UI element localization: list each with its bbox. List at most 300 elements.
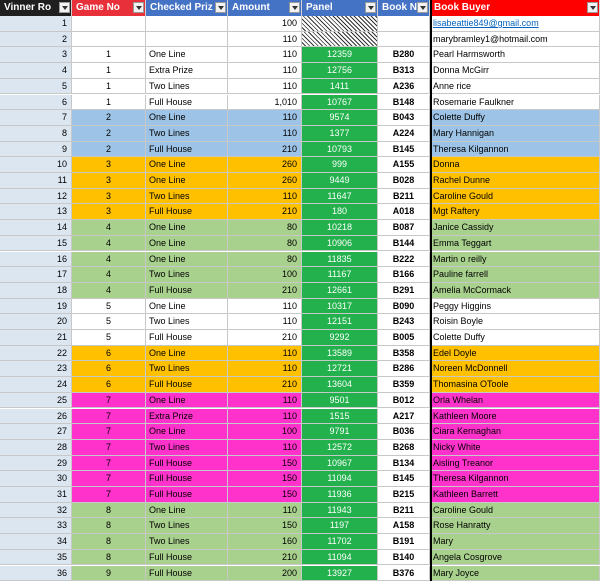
column-header-0[interactable]: [0, 0, 72, 16]
amount-cell[interactable]: 110: [228, 361, 302, 377]
amount-cell[interactable]: 100: [228, 16, 302, 32]
amount-cell[interactable]: 80: [228, 252, 302, 268]
game-number-cell[interactable]: 5: [72, 330, 146, 346]
panel-cell[interactable]: 11094: [302, 471, 378, 487]
game-number-cell[interactable]: 7: [72, 456, 146, 472]
column-header-label: Game No: [76, 2, 120, 13]
column-header-4[interactable]: [302, 0, 378, 16]
prize-cell[interactable]: Full House: [146, 204, 228, 220]
book-number-cell[interactable]: B028: [378, 173, 430, 189]
row-number-cell[interactable]: 7: [0, 110, 72, 126]
amount-cell[interactable]: 110: [228, 126, 302, 142]
panel-cell[interactable]: 11943: [302, 503, 378, 519]
prize-cell[interactable]: One Line: [146, 299, 228, 315]
panel-cell[interactable]: 11647: [302, 189, 378, 205]
table-row: [0, 63, 600, 79]
table-row: [0, 487, 600, 503]
prize-cell[interactable]: Full House: [146, 330, 228, 346]
prize-cell[interactable]: Full House: [146, 95, 228, 111]
book-number-cell[interactable]: B376: [378, 566, 430, 581]
table-row: [0, 32, 600, 48]
row-number-cell[interactable]: 28: [0, 440, 72, 456]
prize-cell[interactable]: Two Lines: [146, 361, 228, 377]
book-buyer-cell[interactable]: Mgt Raftery: [430, 204, 600, 220]
panel-cell[interactable]: 10317: [302, 299, 378, 315]
column-header-5[interactable]: [378, 0, 430, 16]
row-number-cell[interactable]: 30: [0, 471, 72, 487]
row-number-cell[interactable]: 6: [0, 95, 72, 111]
book-buyer-cell[interactable]: Orla Whelan: [430, 393, 600, 409]
prize-cell[interactable]: Full House: [146, 283, 228, 299]
game-number-cell[interactable]: 7: [72, 424, 146, 440]
panel-cell[interactable]: 1197: [302, 518, 378, 534]
game-number-cell[interactable]: 1: [72, 63, 146, 79]
game-number-cell[interactable]: 5: [72, 299, 146, 315]
amount-cell[interactable]: 1,010: [228, 95, 302, 111]
row-number-cell[interactable]: 33: [0, 518, 72, 534]
row-number-cell[interactable]: 16: [0, 252, 72, 268]
book-number-cell[interactable]: B005: [378, 330, 430, 346]
column-header-label: Book N: [382, 2, 417, 13]
book-number-cell[interactable]: B215: [378, 487, 430, 503]
prize-cell[interactable]: One Line: [146, 252, 228, 268]
game-number-cell[interactable]: 8: [72, 503, 146, 519]
prize-cell[interactable]: Extra Prize: [146, 63, 228, 79]
game-number-cell[interactable]: 5: [72, 314, 146, 330]
game-number-cell[interactable]: 4: [72, 267, 146, 283]
book-number-cell[interactable]: B166: [378, 267, 430, 283]
book-number-cell[interactable]: B134: [378, 456, 430, 472]
prize-cell[interactable]: Full House: [146, 377, 228, 393]
table-row: [0, 424, 600, 440]
row-number-cell[interactable]: 2: [0, 32, 72, 48]
column-header-label: Panel: [306, 2, 333, 13]
book-number-cell[interactable]: A224: [378, 126, 430, 142]
row-number-cell[interactable]: 32: [0, 503, 72, 519]
amount-cell[interactable]: 110: [228, 299, 302, 315]
panel-cell[interactable]: 11835: [302, 252, 378, 268]
panel-cell[interactable]: 13927: [302, 566, 378, 581]
game-number-cell[interactable]: 7: [72, 487, 146, 503]
amount-cell[interactable]: 210: [228, 377, 302, 393]
table-row: [0, 518, 600, 534]
book-buyer-cell[interactable]: Caroline Gould: [430, 503, 600, 519]
prize-cell[interactable]: One Line: [146, 236, 228, 252]
amount-cell[interactable]: 110: [228, 440, 302, 456]
row-number-cell[interactable]: 36: [0, 566, 72, 581]
amount-cell[interactable]: 80: [228, 236, 302, 252]
amount-cell[interactable]: 200: [228, 566, 302, 581]
buyer-email-link[interactable]: lisabeattie849@gmail.com: [430, 16, 600, 32]
table-row: [0, 361, 600, 377]
filter-dropdown-icon[interactable]: [289, 2, 300, 13]
table-row: [0, 550, 600, 566]
row-number-cell[interactable]: 12: [0, 189, 72, 205]
panel-cell[interactable]: 10967: [302, 456, 378, 472]
panel-cell[interactable]: 1377: [302, 126, 378, 142]
book-number-cell[interactable]: A158: [378, 518, 430, 534]
prize-cell[interactable]: Two Lines: [146, 314, 228, 330]
game-number-cell[interactable]: 8: [72, 534, 146, 550]
row-number-cell[interactable]: 1: [0, 16, 72, 32]
book-number-cell[interactable]: B268: [378, 440, 430, 456]
row-number-cell[interactable]: 14: [0, 220, 72, 236]
table-row: [0, 157, 600, 173]
book-buyer-cell[interactable]: Donna: [430, 157, 600, 173]
amount-cell[interactable]: 110: [228, 409, 302, 425]
game-number-cell[interactable]: 6: [72, 346, 146, 362]
book-buyer-cell[interactable]: Amelia McCormack: [430, 283, 600, 299]
panel-cell[interactable]: 1515: [302, 409, 378, 425]
prize-cell[interactable]: One Line: [146, 503, 228, 519]
game-number-cell[interactable]: 7: [72, 393, 146, 409]
column-header-2[interactable]: [146, 0, 228, 16]
table-row: [0, 503, 600, 519]
column-header-3[interactable]: [228, 0, 302, 16]
book-number-cell[interactable]: B145: [378, 142, 430, 158]
column-header-label: Checked Priz: [150, 2, 213, 13]
book-buyer-cell[interactable]: Janice Cassidy: [430, 220, 600, 236]
amount-cell[interactable]: 260: [228, 173, 302, 189]
prize-cell[interactable]: Full House: [146, 566, 228, 581]
book-buyer-cell[interactable]: Theresa Kilgannon: [430, 142, 600, 158]
row-number-cell[interactable]: 11: [0, 173, 72, 189]
amount-cell[interactable]: 80: [228, 220, 302, 236]
book-buyer-cell[interactable]: Emma Teggart: [430, 236, 600, 252]
amount-cell[interactable]: 210: [228, 142, 302, 158]
book-number-cell[interactable]: B211: [378, 189, 430, 205]
panel-cell[interactable]: 10767: [302, 95, 378, 111]
table-row: [0, 204, 600, 220]
row-number-cell[interactable]: 15: [0, 236, 72, 252]
table-row: [0, 110, 600, 126]
table-row: [0, 16, 600, 32]
amount-cell[interactable]: 110: [228, 32, 302, 48]
book-number-cell[interactable]: A018: [378, 204, 430, 220]
panel-cell[interactable]: 9292: [302, 330, 378, 346]
panel-cell[interactable]: 11702: [302, 534, 378, 550]
game-number-cell[interactable]: [72, 16, 146, 32]
book-buyer-cell[interactable]: Colette Duffy: [430, 330, 600, 346]
panel-cell[interactable]: 10218: [302, 220, 378, 236]
book-number-cell[interactable]: B286: [378, 361, 430, 377]
prize-cell[interactable]: One Line: [146, 173, 228, 189]
amount-cell[interactable]: 110: [228, 314, 302, 330]
game-number-cell[interactable]: [72, 32, 146, 48]
panel-cell[interactable]: 13604: [302, 377, 378, 393]
book-number-cell[interactable]: A217: [378, 409, 430, 425]
book-buyer-cell[interactable]: Donna McGirr: [430, 63, 600, 79]
table-row: [0, 220, 600, 236]
amount-cell[interactable]: 150: [228, 471, 302, 487]
row-number-cell[interactable]: 26: [0, 409, 72, 425]
table-row: [0, 299, 600, 315]
book-buyer-cell[interactable]: Ciara Kernaghan: [430, 424, 600, 440]
amount-cell[interactable]: 110: [228, 79, 302, 95]
row-number-cell[interactable]: 3: [0, 47, 72, 63]
amount-cell[interactable]: 150: [228, 456, 302, 472]
prize-cell[interactable]: Full House: [146, 471, 228, 487]
row-number-cell[interactable]: 25: [0, 393, 72, 409]
table-row: [0, 330, 600, 346]
book-buyer-cell[interactable]: Theresa Kilgannon: [430, 471, 600, 487]
book-number-cell[interactable]: A236: [378, 79, 430, 95]
game-number-cell[interactable]: 8: [72, 550, 146, 566]
row-number-cell[interactable]: 27: [0, 424, 72, 440]
book-number-cell[interactable]: B090: [378, 299, 430, 315]
book-buyer-cell[interactable]: Rosemarie Faulkner: [430, 95, 600, 111]
game-number-cell[interactable]: 4: [72, 252, 146, 268]
table-row: [0, 95, 600, 111]
book-buyer-cell[interactable]: Pearl Harmsworth: [430, 47, 600, 63]
prize-cell[interactable]: Two Lines: [146, 126, 228, 142]
amount-cell[interactable]: 110: [228, 393, 302, 409]
game-number-cell[interactable]: 8: [72, 518, 146, 534]
prize-cell[interactable]: Two Lines: [146, 267, 228, 283]
prize-cell[interactable]: Two Lines: [146, 79, 228, 95]
table-row: [0, 236, 600, 252]
prize-cell[interactable]: One Line: [146, 110, 228, 126]
game-number-cell[interactable]: 3: [72, 204, 146, 220]
book-buyer-cell[interactable]: Kathleen Moore: [430, 409, 600, 425]
row-number-cell[interactable]: 24: [0, 377, 72, 393]
book-number-cell[interactable]: B012: [378, 393, 430, 409]
row-number-cell[interactable]: 34: [0, 534, 72, 550]
book-buyer-cell[interactable]: Roisin Boyle: [430, 314, 600, 330]
row-number-cell[interactable]: 29: [0, 456, 72, 472]
book-number-cell[interactable]: B145: [378, 471, 430, 487]
amount-cell[interactable]: 110: [228, 110, 302, 126]
amount-cell[interactable]: 150: [228, 487, 302, 503]
book-buyer-cell[interactable]: Thomasina OToole: [430, 377, 600, 393]
book-number-cell[interactable]: B144: [378, 236, 430, 252]
game-number-cell[interactable]: 2: [72, 110, 146, 126]
book-number-cell[interactable]: B243: [378, 314, 430, 330]
book-buyer-cell[interactable]: Kathleen Barrett: [430, 487, 600, 503]
panel-cell[interactable]: 999: [302, 157, 378, 173]
game-number-cell[interactable]: 4: [72, 220, 146, 236]
book-number-cell[interactable]: A155: [378, 157, 430, 173]
game-number-cell[interactable]: 9: [72, 566, 146, 581]
prize-cell[interactable]: One Line: [146, 424, 228, 440]
amount-cell[interactable]: 210: [228, 550, 302, 566]
amount-cell[interactable]: 110: [228, 47, 302, 63]
book-number-cell[interactable]: [378, 32, 430, 48]
book-number-cell[interactable]: B191: [378, 534, 430, 550]
panel-cell[interactable]: 1411: [302, 79, 378, 95]
book-buyer-cell[interactable]: Mary: [430, 534, 600, 550]
game-number-cell[interactable]: 3: [72, 157, 146, 173]
prize-cell[interactable]: Two Lines: [146, 518, 228, 534]
table-row: [0, 377, 600, 393]
prize-cell[interactable]: [146, 32, 228, 48]
book-buyer-cell[interactable]: Anne rice: [430, 79, 600, 95]
amount-cell[interactable]: 210: [228, 204, 302, 220]
panel-cell[interactable]: 12359: [302, 47, 378, 63]
prize-cell[interactable]: Extra Prize: [146, 409, 228, 425]
amount-cell[interactable]: 210: [228, 283, 302, 299]
row-number-cell[interactable]: 20: [0, 314, 72, 330]
book-buyer-cell[interactable]: Rachel Dunne: [430, 173, 600, 189]
panel-cell[interactable]: 13589: [302, 346, 378, 362]
book-number-cell[interactable]: [378, 16, 430, 32]
prize-cell[interactable]: One Line: [146, 346, 228, 362]
prize-cell[interactable]: Two Lines: [146, 189, 228, 205]
game-number-cell[interactable]: 6: [72, 377, 146, 393]
game-number-cell[interactable]: 4: [72, 236, 146, 252]
book-buyer-cell[interactable]: Mary Hannigan: [430, 126, 600, 142]
panel-cell[interactable]: 12151: [302, 314, 378, 330]
game-number-cell[interactable]: 2: [72, 126, 146, 142]
row-number-cell[interactable]: 13: [0, 204, 72, 220]
column-header-label: Vinner Ro: [4, 2, 52, 13]
amount-cell[interactable]: 160: [228, 534, 302, 550]
table-row: [0, 471, 600, 487]
panel-cell[interactable]: 11936: [302, 487, 378, 503]
row-number-cell[interactable]: 4: [0, 63, 72, 79]
prize-cell[interactable]: Two Lines: [146, 440, 228, 456]
prize-cell[interactable]: Full House: [146, 142, 228, 158]
amount-cell[interactable]: 110: [228, 63, 302, 79]
prize-cell[interactable]: Full House: [146, 487, 228, 503]
prize-cell[interactable]: One Line: [146, 393, 228, 409]
prize-cell[interactable]: Full House: [146, 550, 228, 566]
book-buyer-cell[interactable]: Aisling Treanor: [430, 456, 600, 472]
table-row: [0, 189, 600, 205]
filter-dropdown-icon[interactable]: [215, 2, 226, 13]
book-number-cell[interactable]: B359: [378, 377, 430, 393]
amount-cell[interactable]: 110: [228, 346, 302, 362]
book-buyer-cell[interactable]: Peggy Higgins: [430, 299, 600, 315]
table-row: [0, 47, 600, 63]
panel-cell[interactable]: 9574: [302, 110, 378, 126]
book-number-cell[interactable]: B043: [378, 110, 430, 126]
book-number-cell[interactable]: B313: [378, 63, 430, 79]
book-buyer-cell[interactable]: Edel Doyle: [430, 346, 600, 362]
row-number-cell[interactable]: 35: [0, 550, 72, 566]
panel-cell[interactable]: [302, 32, 378, 48]
panel-cell[interactable]: [302, 16, 378, 32]
row-number-cell[interactable]: 5: [0, 79, 72, 95]
row-number-cell[interactable]: 18: [0, 283, 72, 299]
amount-cell[interactable]: 210: [228, 330, 302, 346]
book-number-cell[interactable]: B087: [378, 220, 430, 236]
prize-cell[interactable]: One Line: [146, 47, 228, 63]
book-buyer-cell[interactable]: Mary Joyce: [430, 566, 600, 581]
table-row: [0, 566, 600, 581]
panel-cell[interactable]: 12572: [302, 440, 378, 456]
row-number-cell[interactable]: 8: [0, 126, 72, 142]
prize-cell[interactable]: Full House: [146, 456, 228, 472]
game-number-cell[interactable]: 1: [72, 79, 146, 95]
table-row: [0, 173, 600, 189]
prize-cell[interactable]: [146, 16, 228, 32]
row-number-cell[interactable]: 10: [0, 157, 72, 173]
book-buyer-cell[interactable]: Colette Duffy: [430, 110, 600, 126]
table-row: [0, 440, 600, 456]
game-number-cell[interactable]: 6: [72, 361, 146, 377]
amount-cell[interactable]: 100: [228, 267, 302, 283]
book-number-cell[interactable]: B358: [378, 346, 430, 362]
book-buyer-cell[interactable]: Angela Cosgrove: [430, 550, 600, 566]
filter-dropdown-icon[interactable]: [417, 2, 428, 13]
game-number-cell[interactable]: 2: [72, 142, 146, 158]
table-row: [0, 456, 600, 472]
book-buyer-cell[interactable]: Rose Hanratty: [430, 518, 600, 534]
panel-cell[interactable]: 12756: [302, 63, 378, 79]
panel-cell[interactable]: 11167: [302, 267, 378, 283]
filter-dropdown-icon[interactable]: [365, 2, 376, 13]
filter-dropdown-icon[interactable]: [133, 2, 144, 13]
panel-cell[interactable]: 9501: [302, 393, 378, 409]
book-number-cell[interactable]: B211: [378, 503, 430, 519]
panel-cell[interactable]: 10906: [302, 236, 378, 252]
amount-cell[interactable]: 110: [228, 503, 302, 519]
amount-cell[interactable]: 110: [228, 189, 302, 205]
column-header-6[interactable]: [430, 0, 600, 16]
column-header-label: Book Buyer: [434, 2, 491, 13]
table-row: [0, 252, 600, 268]
table-row: [0, 346, 600, 362]
game-number-cell[interactable]: 7: [72, 409, 146, 425]
book-buyer-cell[interactable]: Pauline farrell: [430, 267, 600, 283]
game-number-cell[interactable]: 1: [72, 95, 146, 111]
prize-cell[interactable]: One Line: [146, 157, 228, 173]
book-buyer-cell[interactable]: Martin o reilly: [430, 252, 600, 268]
table-row: [0, 142, 600, 158]
game-number-cell[interactable]: 3: [72, 189, 146, 205]
game-number-cell[interactable]: 1: [72, 47, 146, 63]
column-header-1[interactable]: [72, 0, 146, 16]
book-buyer-cell[interactable]: Nicky White: [430, 440, 600, 456]
book-number-cell[interactable]: B140: [378, 550, 430, 566]
book-number-cell[interactable]: B222: [378, 252, 430, 268]
amount-cell[interactable]: 150: [228, 518, 302, 534]
filter-dropdown-icon[interactable]: [587, 2, 598, 13]
row-number-cell[interactable]: 9: [0, 142, 72, 158]
row-number-cell[interactable]: 22: [0, 346, 72, 362]
book-number-cell[interactable]: B280: [378, 47, 430, 63]
game-number-cell[interactable]: 7: [72, 471, 146, 487]
book-number-cell[interactable]: B291: [378, 283, 430, 299]
panel-cell[interactable]: 10793: [302, 142, 378, 158]
book-buyer-cell[interactable]: Caroline Gould: [430, 189, 600, 205]
panel-cell[interactable]: 9449: [302, 173, 378, 189]
amount-cell[interactable]: 100: [228, 424, 302, 440]
panel-cell[interactable]: 12721: [302, 361, 378, 377]
prize-cell[interactable]: Two Lines: [146, 534, 228, 550]
book-number-cell[interactable]: B148: [378, 95, 430, 111]
book-buyer-cell[interactable]: marybramley1@hotmail.com: [430, 32, 600, 48]
game-number-cell[interactable]: 3: [72, 173, 146, 189]
filter-dropdown-icon[interactable]: [59, 2, 70, 13]
row-number-cell[interactable]: 17: [0, 267, 72, 283]
panel-cell[interactable]: 11094: [302, 550, 378, 566]
amount-cell[interactable]: 260: [228, 157, 302, 173]
row-number-cell[interactable]: 19: [0, 299, 72, 315]
panel-cell[interactable]: 12661: [302, 283, 378, 299]
panel-cell[interactable]: 9791: [302, 424, 378, 440]
row-number-cell[interactable]: 31: [0, 487, 72, 503]
row-number-cell[interactable]: 21: [0, 330, 72, 346]
book-number-cell[interactable]: B036: [378, 424, 430, 440]
game-number-cell[interactable]: 4: [72, 283, 146, 299]
prize-cell[interactable]: One Line: [146, 220, 228, 236]
book-buyer-cell[interactable]: Noreen McDonnell: [430, 361, 600, 377]
row-number-cell[interactable]: 23: [0, 361, 72, 377]
game-number-cell[interactable]: 7: [72, 440, 146, 456]
panel-cell[interactable]: 180: [302, 204, 378, 220]
